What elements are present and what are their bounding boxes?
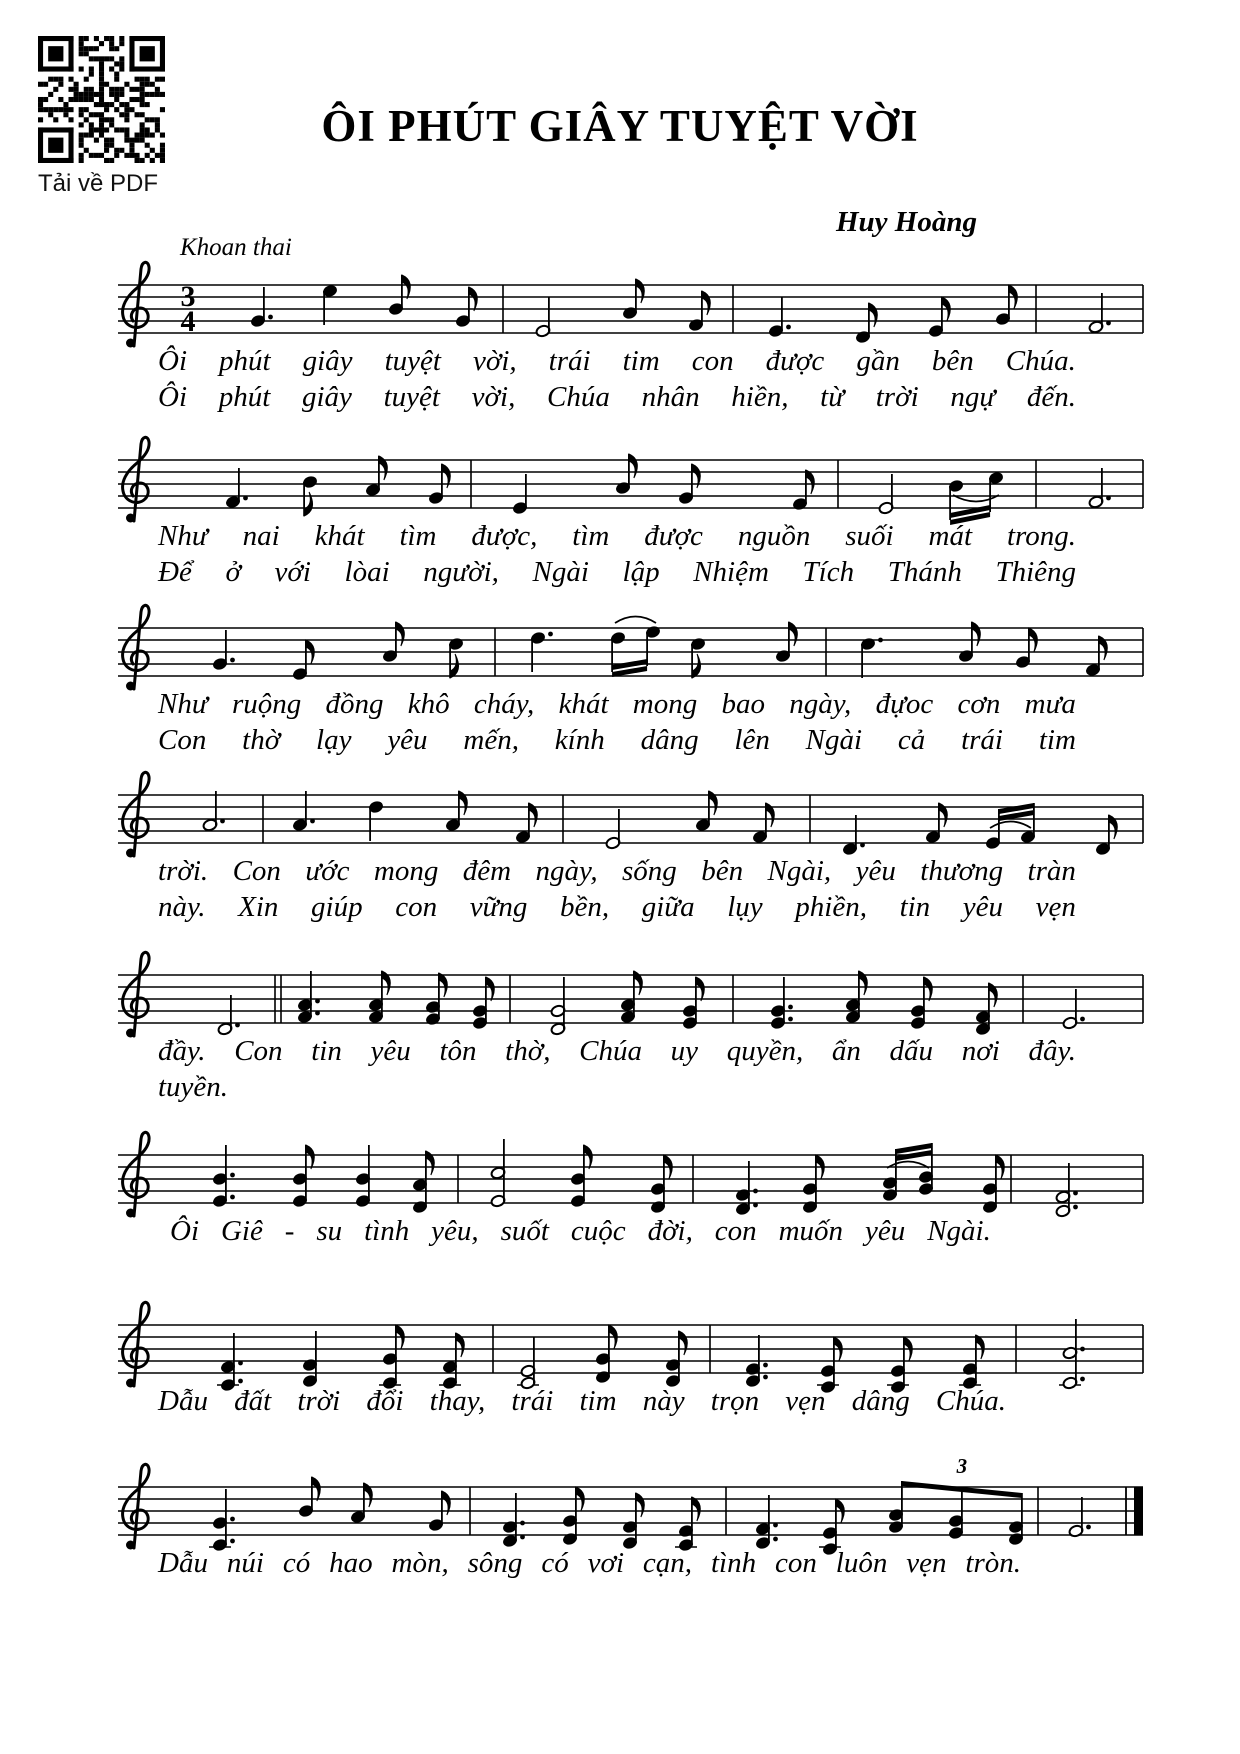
note xyxy=(752,803,774,844)
note xyxy=(448,637,464,678)
lyric-word: tình xyxy=(710,1547,757,1579)
lyric-word: yêu xyxy=(865,1215,906,1247)
lyric-word: bên xyxy=(931,345,974,377)
lyric-word: nai xyxy=(242,520,280,552)
lyric-word: đựoc xyxy=(875,688,934,720)
lyrics-block xyxy=(110,686,1146,758)
lyric-word: Để xyxy=(158,556,192,588)
lyrics-block xyxy=(110,1545,1146,1581)
lyric-line xyxy=(110,889,1146,925)
lyric-line xyxy=(110,1033,1146,1069)
lyrics-block xyxy=(110,853,1146,925)
lyric-word: trọn xyxy=(710,1385,760,1417)
lyric-word: Ngài. xyxy=(927,1215,991,1247)
note xyxy=(412,1151,434,1214)
lyric-word: trời. xyxy=(158,855,209,887)
lyric-word: thờ, xyxy=(505,1035,551,1067)
lyric-word: vời, xyxy=(471,381,516,413)
lyric-word: con xyxy=(714,1215,757,1247)
lyric-word: mòn, xyxy=(391,1547,449,1579)
lyric-word: yêu, xyxy=(431,1215,479,1247)
lyric-line xyxy=(110,686,1146,722)
lyric-word: Ngài, xyxy=(767,855,832,887)
lyric-word: dâng xyxy=(851,1385,910,1417)
lyric-line xyxy=(110,1545,1146,1581)
note xyxy=(297,971,320,1024)
lyric-word: trong. xyxy=(1006,520,1076,552)
lyric-word: ruộng xyxy=(231,688,302,720)
note xyxy=(250,287,273,328)
lyric-word: trái xyxy=(548,345,591,377)
lyrics-block xyxy=(110,1033,1146,1105)
lyric-line xyxy=(110,554,1146,590)
lyric-word: dâng xyxy=(640,724,699,756)
lyric-line xyxy=(110,343,1146,379)
note xyxy=(502,1493,525,1548)
note xyxy=(292,640,314,681)
lyric-word: cuộc xyxy=(570,1215,626,1247)
lyric-word: đổi xyxy=(366,1385,404,1417)
lyric-word: cơn xyxy=(957,688,1001,720)
lyrics-block xyxy=(110,1383,1146,1419)
lyric-word: su xyxy=(316,1215,343,1247)
lyric-word: uy xyxy=(670,1035,699,1067)
lyric-word: tình xyxy=(364,1215,410,1247)
note xyxy=(298,1477,320,1518)
lyric-word: được xyxy=(765,345,825,377)
lyric-word: với xyxy=(274,556,311,588)
lyric-word: từ xyxy=(820,381,845,413)
lyric-word: - xyxy=(284,1215,295,1247)
svg-text:3: 3 xyxy=(180,280,196,313)
staff-system-3 xyxy=(110,594,1146,758)
staff-system-4 xyxy=(110,761,1146,925)
lyric-word: ngự xyxy=(950,381,996,413)
lyric-word: mát xyxy=(928,520,973,552)
lyric-word: giúp xyxy=(311,891,363,923)
lyric-word: này xyxy=(642,1385,685,1417)
lyric-word: đến. xyxy=(1026,381,1076,413)
lyric-word: yêu xyxy=(387,724,428,756)
lyric-word: Ngài xyxy=(805,724,863,756)
note xyxy=(690,637,706,678)
lyric-word: được, xyxy=(471,520,538,552)
lyric-word: Tích xyxy=(802,556,855,588)
lyric-word: Dẫu xyxy=(158,1547,208,1579)
lyric-word: người, xyxy=(423,556,499,588)
staff-system-1 xyxy=(110,251,1146,415)
staff-system-8 xyxy=(110,1453,1146,1581)
lyric-word: dấu xyxy=(889,1035,934,1067)
qr-download-label[interactable]: Tải về PDF xyxy=(38,170,159,197)
lyric-word: vẹn xyxy=(785,1385,826,1417)
lyric-word: yêu xyxy=(962,891,1004,923)
lyric-word: Chúa xyxy=(547,381,610,413)
note xyxy=(622,1493,644,1550)
lyric-word: đời, xyxy=(647,1215,693,1247)
lyric-word: tim xyxy=(1038,724,1076,756)
note xyxy=(1068,1497,1091,1538)
lyric-word: yêu xyxy=(855,855,896,887)
lyric-word: con xyxy=(774,1547,817,1579)
lyric-word: ẩn xyxy=(831,1035,861,1067)
tempo-marking: Khoan thai xyxy=(180,234,292,261)
lyric-line xyxy=(110,853,1146,889)
lyric-word: trời xyxy=(875,381,919,413)
lyric-word: tìm xyxy=(399,520,437,552)
note xyxy=(802,1155,824,1214)
note xyxy=(878,474,894,515)
note xyxy=(350,1483,372,1524)
lyric-word: bền, xyxy=(560,891,610,923)
lyrics-block xyxy=(110,1213,1146,1249)
lyric-word: Ôi xyxy=(158,381,187,413)
lyric-line xyxy=(110,1383,1146,1419)
lyric-word: ngày, xyxy=(535,855,598,887)
svg-text:3: 3 xyxy=(956,1454,968,1478)
note xyxy=(472,977,494,1030)
note xyxy=(490,1139,506,1208)
lyric-word: tìm xyxy=(572,520,610,552)
lyric-word: Ôi xyxy=(158,345,187,377)
lyric-word: quyền, xyxy=(726,1035,804,1067)
note xyxy=(959,1335,984,1390)
lyric-word: nhân xyxy=(641,381,700,413)
lyric-word: lụy xyxy=(727,891,763,923)
lyric-word: tròn. xyxy=(965,1547,1021,1579)
lyric-word: Ôi xyxy=(170,1215,199,1247)
lyric-word: Như xyxy=(158,688,208,720)
lyric-word: mong xyxy=(632,688,698,720)
lyric-word: Ngài xyxy=(532,556,589,588)
note xyxy=(1062,989,1085,1030)
lyric-word: muốn xyxy=(778,1215,844,1247)
lyric-word: vơi xyxy=(587,1547,625,1579)
note xyxy=(225,468,248,509)
note xyxy=(1088,293,1111,334)
note xyxy=(605,809,621,850)
lyric-word: sống xyxy=(622,855,677,887)
note xyxy=(675,1497,700,1552)
lyric-word: đây. xyxy=(1028,1035,1076,1067)
lyric-word: lên xyxy=(734,724,770,756)
note xyxy=(925,803,947,844)
lyric-word: Dẫu xyxy=(158,1385,208,1417)
note xyxy=(975,983,997,1036)
lyric-line xyxy=(110,518,1146,554)
lyric-word: suốt xyxy=(500,1215,549,1247)
lyric-word: ngày, xyxy=(789,688,852,720)
lyric-word: gần xyxy=(856,345,900,377)
lyric-word: hiền, xyxy=(731,381,789,413)
lyric-word: cạn, xyxy=(642,1547,693,1579)
lyric-word: tôn xyxy=(439,1035,477,1067)
lyric-word: mưa xyxy=(1024,688,1076,720)
music-systems xyxy=(0,251,1240,1581)
lyric-word: con xyxy=(691,345,734,377)
lyric-word: tin xyxy=(899,891,931,923)
lyric-word: Chúa. xyxy=(1005,345,1076,377)
note xyxy=(1085,636,1107,677)
lyric-word: Như xyxy=(158,520,208,552)
lyric-word: thờ xyxy=(242,724,281,756)
lyric-word: đêm xyxy=(462,855,512,887)
lyric-line xyxy=(110,722,1146,758)
lyric-word: thương xyxy=(920,855,1004,887)
lyric-word: yêu xyxy=(370,1035,411,1067)
lyric-word: trái xyxy=(511,1385,554,1417)
lyric-word: đất xyxy=(234,1385,272,1417)
lyric-word: lập xyxy=(622,556,660,588)
lyric-word: vững xyxy=(469,891,528,923)
lyric-word: cháy, xyxy=(473,688,535,720)
lyric-line xyxy=(110,1213,1146,1249)
lyric-word: nguồn xyxy=(737,520,811,552)
lyric-word: suối xyxy=(845,520,894,552)
lyric-word: Nhiệm xyxy=(693,556,769,588)
lyrics-block xyxy=(110,343,1146,415)
note xyxy=(842,815,865,856)
note xyxy=(322,284,338,325)
lyric-word: phút xyxy=(218,381,271,413)
lyric-word: mến, xyxy=(463,724,519,756)
lyric-word: giây xyxy=(302,345,353,377)
note xyxy=(517,1337,539,1390)
lyric-word: đầy. xyxy=(158,1035,206,1067)
note xyxy=(982,1155,1004,1214)
lyric-word: thay, xyxy=(429,1385,486,1417)
lyric-word: bên xyxy=(701,855,744,887)
lyric-word: khô xyxy=(407,688,450,720)
staff-system-7 xyxy=(110,1291,1146,1419)
note xyxy=(512,474,528,515)
lyric-word: Giê xyxy=(220,1215,263,1247)
lyrics-block xyxy=(110,518,1146,590)
page-title: ÔI PHÚT GIÂY TUYỆT VỜI xyxy=(321,101,919,151)
lyric-word: Chúa xyxy=(579,1035,642,1067)
beamed-note-group xyxy=(610,617,661,678)
lyric-word: hao xyxy=(329,1547,373,1579)
lyric-word: ở xyxy=(225,556,241,588)
note xyxy=(292,791,315,832)
lyric-word: lạy xyxy=(316,724,352,756)
note xyxy=(1015,628,1037,669)
lyric-word: tuyệt xyxy=(383,381,440,413)
note xyxy=(650,1155,672,1214)
lyric-word: Con xyxy=(234,1035,283,1067)
beamed-note-group xyxy=(888,1454,1024,1546)
note xyxy=(562,1487,584,1546)
lyric-word: Con xyxy=(158,724,207,756)
lyric-word: khát xyxy=(558,688,609,720)
lyric-word: đồng xyxy=(325,688,384,720)
note xyxy=(770,977,793,1030)
note xyxy=(792,470,814,511)
lyric-word: Chúa. xyxy=(935,1385,1006,1417)
lyric-word: sông xyxy=(467,1547,523,1579)
lyric-word: ước xyxy=(305,855,350,887)
note xyxy=(595,1325,617,1384)
note xyxy=(1059,1319,1085,1390)
note xyxy=(995,285,1017,326)
note xyxy=(302,1331,318,1388)
note xyxy=(665,1331,687,1388)
lyric-word: phiền, xyxy=(795,891,867,923)
lyric-line xyxy=(110,379,1146,415)
note xyxy=(768,297,791,338)
lyric-word: trái xyxy=(961,724,1003,756)
beamed-note-group xyxy=(948,471,1004,525)
note xyxy=(550,977,566,1036)
note xyxy=(515,803,537,844)
lyric-word: bao xyxy=(721,688,765,720)
note xyxy=(620,971,642,1024)
note xyxy=(217,995,240,1036)
note xyxy=(928,297,950,338)
staff-system-5 xyxy=(110,941,1146,1105)
note xyxy=(860,637,883,678)
lyric-word: Xin xyxy=(238,891,279,923)
lyric-word: giữa xyxy=(641,891,695,923)
lyric-word: này. xyxy=(158,891,206,923)
note xyxy=(535,297,551,338)
lyric-line: tuyền. xyxy=(158,1071,229,1103)
lyric-word: Thiêng xyxy=(995,556,1076,588)
note xyxy=(845,971,867,1024)
note xyxy=(388,275,410,316)
lyric-word: luôn xyxy=(835,1547,888,1579)
score-header xyxy=(0,0,1240,261)
note xyxy=(455,287,477,328)
lyric-word: có xyxy=(282,1547,311,1579)
lyric-word: phút xyxy=(219,345,271,377)
note xyxy=(212,630,235,671)
note xyxy=(910,977,932,1030)
svg-text:4: 4 xyxy=(180,305,196,338)
beamed-note-group xyxy=(882,1143,934,1202)
lyric-word: tuyệt xyxy=(384,345,441,377)
note xyxy=(1095,815,1117,856)
note xyxy=(368,971,390,1024)
note xyxy=(735,1161,758,1216)
lyric-word: tim xyxy=(579,1385,617,1417)
staff-system-2 xyxy=(110,426,1146,590)
note xyxy=(1088,468,1111,509)
lyric-word: cả xyxy=(897,724,926,756)
note xyxy=(202,791,225,832)
lyric-word: kính xyxy=(554,724,605,756)
lyric-word: con xyxy=(395,891,438,923)
composer-credit: Huy Hoàng xyxy=(836,206,977,238)
staff-system-6 xyxy=(110,1121,1146,1249)
lyric-word: trời xyxy=(297,1385,341,1417)
note xyxy=(682,977,704,1030)
lyric-word: vẹn xyxy=(906,1547,947,1579)
lyric-word: mong xyxy=(373,855,439,887)
note xyxy=(365,456,387,497)
lyric-word: được xyxy=(644,520,703,552)
lyric-word: vẹn xyxy=(1035,891,1076,923)
note xyxy=(379,1325,404,1390)
note xyxy=(368,800,384,841)
lyric-word: tràn xyxy=(1027,855,1076,887)
lyric-word: Con xyxy=(232,855,281,887)
lyric-word: Thánh xyxy=(887,556,962,588)
lyric-word: tim xyxy=(622,345,660,377)
note xyxy=(695,791,717,832)
lyric-word: tin xyxy=(311,1035,342,1067)
lyric-word: có xyxy=(541,1547,569,1579)
note xyxy=(445,791,467,832)
lyric-word: nơi xyxy=(961,1035,1000,1067)
lyric-word: giây xyxy=(301,381,352,413)
lyric-word: lòai xyxy=(344,556,390,588)
lyric-word: vời, xyxy=(472,345,517,377)
lyric-word: núi xyxy=(226,1547,264,1579)
lyric-word: khát xyxy=(314,520,365,552)
